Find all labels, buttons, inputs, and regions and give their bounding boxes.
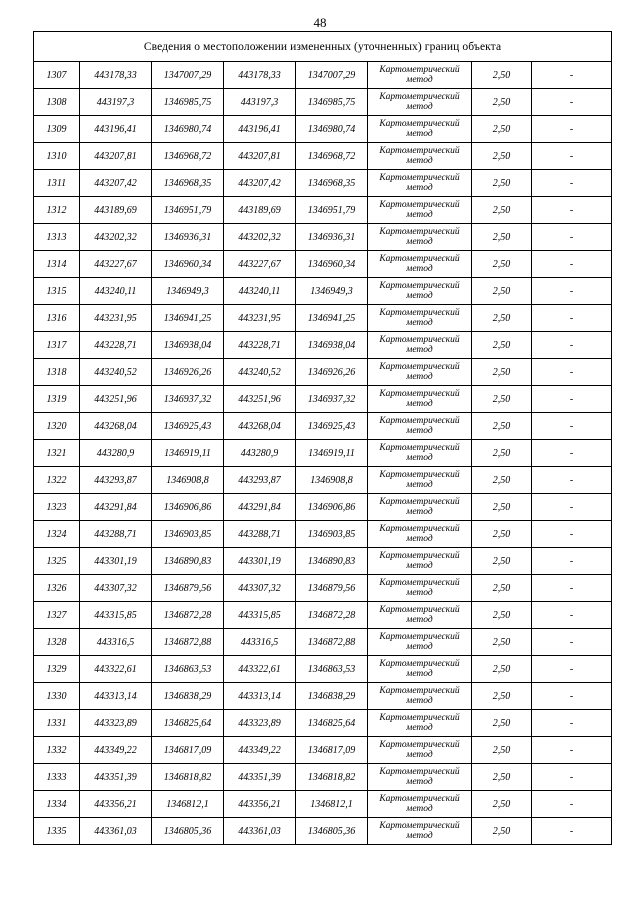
method-cell: Картометрический метод (368, 305, 472, 332)
table-row (34, 737, 612, 764)
accuracy-cell: 2,50 (472, 602, 532, 629)
note-cell: - (532, 629, 612, 656)
page-number: 48 (313, 15, 327, 30)
x-old-cell: 443251,96 (80, 386, 152, 413)
y-old-cell: 1346926,26 (152, 359, 224, 386)
x-new-cell: 443178,33 (224, 62, 296, 89)
accuracy-cell: 2,50 (472, 764, 532, 791)
table-row (34, 62, 612, 89)
y-new-cell: 1346938,04 (296, 332, 368, 359)
x-old-cell: 443316,5 (80, 629, 152, 656)
y-new-cell: 1346825,64 (296, 710, 368, 737)
method-cell: Картометрический метод (368, 656, 472, 683)
table-row (34, 197, 612, 224)
y-new-cell: 1346890,83 (296, 548, 368, 575)
x-new-cell: 443189,69 (224, 197, 296, 224)
note-cell: - (532, 683, 612, 710)
method-cell: Картометрический метод (368, 224, 472, 251)
method-cell: Картометрический метод (368, 89, 472, 116)
x-new-cell: 443356,21 (224, 791, 296, 818)
table-row (34, 575, 612, 602)
accuracy-cell: 2,50 (472, 521, 532, 548)
x-old-cell: 443197,3 (80, 89, 152, 116)
y-old-cell: 1346980,74 (152, 116, 224, 143)
accuracy-cell: 2,50 (472, 548, 532, 575)
y-old-cell: 1346936,31 (152, 224, 224, 251)
method-cell: Картометрический метод (368, 683, 472, 710)
y-old-cell: 1346968,35 (152, 170, 224, 197)
x-old-cell: 443307,32 (80, 575, 152, 602)
method-cell: Картометрический метод (368, 629, 472, 656)
table-row (34, 170, 612, 197)
table-row (34, 710, 612, 737)
x-new-cell: 443323,89 (224, 710, 296, 737)
table-title: Сведения о местоположении измененных (уточненных) границ объекта (34, 32, 612, 62)
y-new-cell: 1346812,1 (296, 791, 368, 818)
method-cell: Картометрический метод (368, 440, 472, 467)
x-new-cell: 443307,32 (224, 575, 296, 602)
y-old-cell: 1346949,3 (152, 278, 224, 305)
accuracy-cell: 2,50 (472, 467, 532, 494)
y-new-cell: 1346949,3 (296, 278, 368, 305)
y-new-cell: 1346980,74 (296, 116, 368, 143)
note-cell: - (532, 413, 612, 440)
method-cell: Картометрический метод (368, 332, 472, 359)
method-cell: Картометрический метод (368, 737, 472, 764)
x-old-cell: 443280,9 (80, 440, 152, 467)
note-cell: - (532, 791, 612, 818)
x-old-cell: 443240,11 (80, 278, 152, 305)
table-row (34, 656, 612, 683)
table-row (34, 791, 612, 818)
point-number-cell: 1333 (34, 764, 80, 791)
method-cell: Картометрический метод (368, 818, 472, 845)
x-old-cell: 443301,19 (80, 548, 152, 575)
table-row (34, 116, 612, 143)
x-old-cell: 443349,22 (80, 737, 152, 764)
table-row (34, 683, 612, 710)
point-number-cell: 1314 (34, 251, 80, 278)
x-old-cell: 443189,69 (80, 197, 152, 224)
note-cell: - (532, 170, 612, 197)
x-new-cell: 443301,19 (224, 548, 296, 575)
x-new-cell: 443202,32 (224, 224, 296, 251)
point-number-cell: 1326 (34, 575, 80, 602)
y-new-cell: 1346872,88 (296, 629, 368, 656)
point-number-cell: 1327 (34, 602, 80, 629)
note-cell: - (532, 548, 612, 575)
note-cell: - (532, 764, 612, 791)
method-cell: Картометрический метод (368, 386, 472, 413)
point-number-cell: 1319 (34, 386, 80, 413)
accuracy-cell: 2,50 (472, 494, 532, 521)
method-cell: Картометрический метод (368, 359, 472, 386)
point-number-cell: 1335 (34, 818, 80, 845)
point-number-cell: 1334 (34, 791, 80, 818)
accuracy-cell: 2,50 (472, 575, 532, 602)
table-row (34, 278, 612, 305)
x-old-cell: 443196,41 (80, 116, 152, 143)
accuracy-cell: 2,50 (472, 683, 532, 710)
note-cell: - (532, 602, 612, 629)
note-cell: - (532, 737, 612, 764)
x-old-cell: 443315,85 (80, 602, 152, 629)
y-old-cell: 1346812,1 (152, 791, 224, 818)
x-old-cell: 443268,04 (80, 413, 152, 440)
x-new-cell: 443228,71 (224, 332, 296, 359)
point-number-cell: 1316 (34, 305, 80, 332)
table-row (34, 602, 612, 629)
table-row (34, 629, 612, 656)
method-cell: Картометрический метод (368, 521, 472, 548)
point-number-cell: 1324 (34, 521, 80, 548)
note-cell: - (532, 278, 612, 305)
x-new-cell: 443316,5 (224, 629, 296, 656)
accuracy-cell: 2,50 (472, 89, 532, 116)
x-old-cell: 443228,71 (80, 332, 152, 359)
y-old-cell: 1346951,79 (152, 197, 224, 224)
y-old-cell: 1346941,25 (152, 305, 224, 332)
accuracy-cell: 2,50 (472, 143, 532, 170)
x-old-cell: 443291,84 (80, 494, 152, 521)
y-new-cell: 1346960,34 (296, 251, 368, 278)
method-cell: Картометрический метод (368, 494, 472, 521)
accuracy-cell: 2,50 (472, 737, 532, 764)
accuracy-cell: 2,50 (472, 413, 532, 440)
x-new-cell: 443280,9 (224, 440, 296, 467)
accuracy-cell: 2,50 (472, 62, 532, 89)
y-new-cell: 1346872,28 (296, 602, 368, 629)
table-row (34, 143, 612, 170)
y-new-cell: 1346926,26 (296, 359, 368, 386)
note-cell: - (532, 440, 612, 467)
x-old-cell: 443293,87 (80, 467, 152, 494)
y-old-cell: 1346919,11 (152, 440, 224, 467)
y-new-cell: 1346937,32 (296, 386, 368, 413)
point-number-cell: 1308 (34, 89, 80, 116)
x-new-cell: 443349,22 (224, 737, 296, 764)
method-cell: Картометрический метод (368, 278, 472, 305)
point-number-cell: 1318 (34, 359, 80, 386)
note-cell: - (532, 386, 612, 413)
method-cell: Картометрический метод (368, 548, 472, 575)
y-new-cell: 1346919,11 (296, 440, 368, 467)
x-new-cell: 443240,52 (224, 359, 296, 386)
point-number-cell: 1329 (34, 656, 80, 683)
y-old-cell: 1346925,43 (152, 413, 224, 440)
y-old-cell: 1346937,32 (152, 386, 224, 413)
note-cell: - (532, 143, 612, 170)
accuracy-cell: 2,50 (472, 656, 532, 683)
y-new-cell: 1346818,82 (296, 764, 368, 791)
note-cell: - (532, 332, 612, 359)
x-old-cell: 443313,14 (80, 683, 152, 710)
y-new-cell: 1346879,56 (296, 575, 368, 602)
x-new-cell: 443322,61 (224, 656, 296, 683)
table-row (34, 467, 612, 494)
y-new-cell: 1347007,29 (296, 62, 368, 89)
accuracy-cell: 2,50 (472, 170, 532, 197)
table-row (34, 332, 612, 359)
method-cell: Картометрический метод (368, 467, 472, 494)
x-new-cell: 443227,67 (224, 251, 296, 278)
boundary-coordinates-table (33, 31, 612, 845)
y-old-cell: 1346817,09 (152, 737, 224, 764)
x-new-cell: 443196,41 (224, 116, 296, 143)
x-old-cell: 443322,61 (80, 656, 152, 683)
x-new-cell: 443231,95 (224, 305, 296, 332)
note-cell: - (532, 251, 612, 278)
point-number-cell: 1331 (34, 710, 80, 737)
x-new-cell: 443207,42 (224, 170, 296, 197)
accuracy-cell: 2,50 (472, 359, 532, 386)
point-number-cell: 1311 (34, 170, 80, 197)
accuracy-cell: 2,50 (472, 116, 532, 143)
x-new-cell: 443351,39 (224, 764, 296, 791)
x-old-cell: 443207,81 (80, 143, 152, 170)
point-number-cell: 1310 (34, 143, 80, 170)
point-number-cell: 1307 (34, 62, 80, 89)
note-cell: - (532, 89, 612, 116)
y-old-cell: 1346825,64 (152, 710, 224, 737)
note-cell: - (532, 467, 612, 494)
x-new-cell: 443240,11 (224, 278, 296, 305)
method-cell: Картометрический метод (368, 602, 472, 629)
note-cell: - (532, 494, 612, 521)
x-old-cell: 443207,42 (80, 170, 152, 197)
y-old-cell: 1346872,88 (152, 629, 224, 656)
method-cell: Картометрический метод (368, 251, 472, 278)
accuracy-cell: 2,50 (472, 818, 532, 845)
method-cell: Картометрический метод (368, 413, 472, 440)
x-new-cell: 443315,85 (224, 602, 296, 629)
method-cell: Картометрический метод (368, 170, 472, 197)
method-cell: Картометрический метод (368, 143, 472, 170)
accuracy-cell: 2,50 (472, 224, 532, 251)
point-number-cell: 1313 (34, 224, 80, 251)
method-cell: Картометрический метод (368, 791, 472, 818)
y-old-cell: 1347007,29 (152, 62, 224, 89)
y-new-cell: 1346817,09 (296, 737, 368, 764)
accuracy-cell: 2,50 (472, 440, 532, 467)
x-old-cell: 443227,67 (80, 251, 152, 278)
x-old-cell: 443202,32 (80, 224, 152, 251)
point-number-cell: 1309 (34, 116, 80, 143)
method-cell: Картометрический метод (368, 710, 472, 737)
y-new-cell: 1346906,86 (296, 494, 368, 521)
note-cell: - (532, 575, 612, 602)
y-new-cell: 1346951,79 (296, 197, 368, 224)
accuracy-cell: 2,50 (472, 791, 532, 818)
table-row (34, 440, 612, 467)
point-number-cell: 1330 (34, 683, 80, 710)
accuracy-cell: 2,50 (472, 332, 532, 359)
method-cell: Картометрический метод (368, 62, 472, 89)
y-old-cell: 1346838,29 (152, 683, 224, 710)
x-new-cell: 443291,84 (224, 494, 296, 521)
x-old-cell: 443361,03 (80, 818, 152, 845)
table-row (34, 413, 612, 440)
x-new-cell: 443288,71 (224, 521, 296, 548)
y-new-cell: 1346903,85 (296, 521, 368, 548)
accuracy-cell: 2,50 (472, 386, 532, 413)
y-new-cell: 1346985,75 (296, 89, 368, 116)
note-cell: - (532, 305, 612, 332)
y-old-cell: 1346863,53 (152, 656, 224, 683)
y-old-cell: 1346805,36 (152, 818, 224, 845)
x-old-cell: 443178,33 (80, 62, 152, 89)
y-new-cell: 1346925,43 (296, 413, 368, 440)
method-cell: Картометрический метод (368, 116, 472, 143)
point-number-cell: 1332 (34, 737, 80, 764)
x-new-cell: 443313,14 (224, 683, 296, 710)
note-cell: - (532, 224, 612, 251)
x-old-cell: 443231,95 (80, 305, 152, 332)
y-new-cell: 1346941,25 (296, 305, 368, 332)
point-number-cell: 1325 (34, 548, 80, 575)
y-new-cell: 1346838,29 (296, 683, 368, 710)
point-number-cell: 1315 (34, 278, 80, 305)
table-row (34, 359, 612, 386)
y-old-cell: 1346960,34 (152, 251, 224, 278)
x-old-cell: 443240,52 (80, 359, 152, 386)
x-new-cell: 443251,96 (224, 386, 296, 413)
y-old-cell: 1346818,82 (152, 764, 224, 791)
table-row (34, 818, 612, 845)
note-cell: - (532, 521, 612, 548)
x-new-cell: 443361,03 (224, 818, 296, 845)
method-cell: Картометрический метод (368, 197, 472, 224)
y-old-cell: 1346985,75 (152, 89, 224, 116)
y-old-cell: 1346879,56 (152, 575, 224, 602)
accuracy-cell: 2,50 (472, 278, 532, 305)
point-number-cell: 1322 (34, 467, 80, 494)
x-new-cell: 443293,87 (224, 467, 296, 494)
note-cell: - (532, 197, 612, 224)
point-number-cell: 1321 (34, 440, 80, 467)
x-new-cell: 443207,81 (224, 143, 296, 170)
note-cell: - (532, 62, 612, 89)
point-number-cell: 1328 (34, 629, 80, 656)
x-old-cell: 443356,21 (80, 791, 152, 818)
y-new-cell: 1346968,35 (296, 170, 368, 197)
accuracy-cell: 2,50 (472, 629, 532, 656)
y-old-cell: 1346968,72 (152, 143, 224, 170)
accuracy-cell: 2,50 (472, 251, 532, 278)
point-number-cell: 1323 (34, 494, 80, 521)
table-row (34, 251, 612, 278)
method-cell: Картометрический метод (368, 575, 472, 602)
table-row (34, 764, 612, 791)
y-new-cell: 1346908,8 (296, 467, 368, 494)
x-old-cell: 443323,89 (80, 710, 152, 737)
table-row (34, 521, 612, 548)
note-cell: - (532, 818, 612, 845)
x-new-cell: 443197,3 (224, 89, 296, 116)
x-new-cell: 443268,04 (224, 413, 296, 440)
y-old-cell: 1346890,83 (152, 548, 224, 575)
y-old-cell: 1346908,8 (152, 467, 224, 494)
method-cell: Картометрический метод (368, 764, 472, 791)
note-cell: - (532, 359, 612, 386)
table-row (34, 89, 612, 116)
x-old-cell: 443288,71 (80, 521, 152, 548)
y-old-cell: 1346906,86 (152, 494, 224, 521)
accuracy-cell: 2,50 (472, 710, 532, 737)
x-old-cell: 443351,39 (80, 764, 152, 791)
y-new-cell: 1346805,36 (296, 818, 368, 845)
table-body (34, 32, 612, 845)
accuracy-cell: 2,50 (472, 197, 532, 224)
accuracy-cell: 2,50 (472, 305, 532, 332)
note-cell: - (532, 116, 612, 143)
note-cell: - (532, 710, 612, 737)
y-new-cell: 1346863,53 (296, 656, 368, 683)
y-old-cell: 1346903,85 (152, 521, 224, 548)
table-row (34, 494, 612, 521)
y-old-cell: 1346938,04 (152, 332, 224, 359)
table-title-row (34, 32, 612, 62)
note-cell: - (532, 656, 612, 683)
table-row (34, 224, 612, 251)
point-number-cell: 1320 (34, 413, 80, 440)
y-new-cell: 1346936,31 (296, 224, 368, 251)
y-new-cell: 1346968,72 (296, 143, 368, 170)
table-row (34, 305, 612, 332)
table-row (34, 386, 612, 413)
table-row (34, 548, 612, 575)
y-old-cell: 1346872,28 (152, 602, 224, 629)
point-number-cell: 1312 (34, 197, 80, 224)
point-number-cell: 1317 (34, 332, 80, 359)
